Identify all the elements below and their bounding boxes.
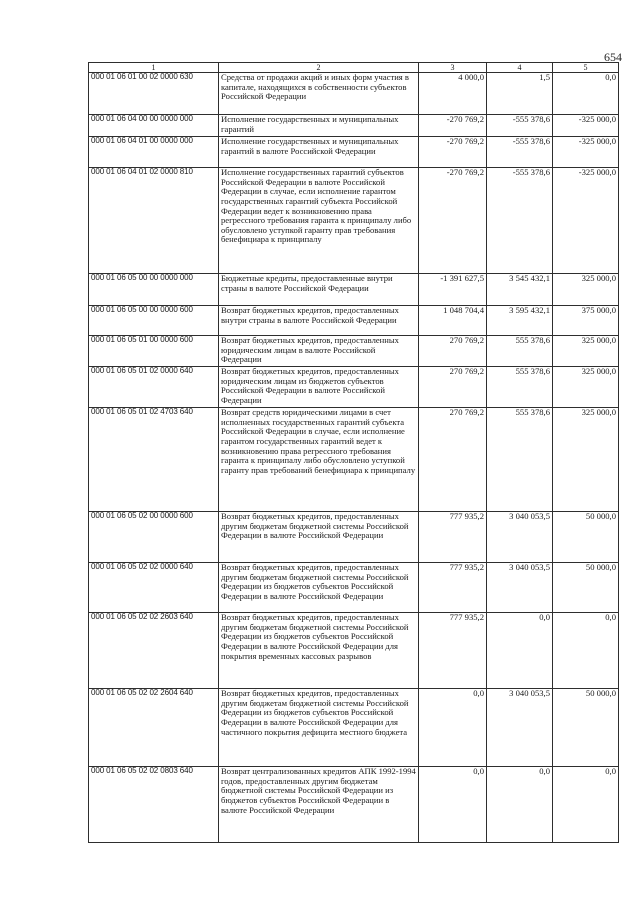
description-cell: Возврат средств юридическими лицами в счет исполненных государственных гарантий субъекта Российской Федерации в случае, если исполнение гарантом государственных гарантий ведет к возникновению права регрессного требования гаранта к принципалу либо обусловлено уступкой гаранту прав требований бенефициара к принципалу — [219, 408, 419, 512]
value-col3-cell: -270 769,2 — [419, 168, 487, 274]
value-col4-cell: 3 040 053,5 — [487, 563, 553, 613]
value-col4-cell: 3 040 053,5 — [487, 689, 553, 767]
description-cell: Исполнение государственных и муниципальных гарантий в валюте Российской Федерации — [219, 137, 419, 168]
description-cell: Возврат бюджетных кредитов, предоставленных другим бюджетам бюджетной системы Российской Федерации в валюте Российской Федерации — [219, 512, 419, 563]
page-number: 654 — [604, 50, 622, 64]
table-row — [89, 115, 619, 137]
table-row — [89, 689, 619, 767]
value-col5-cell: 325 000,0 — [553, 274, 619, 306]
value-col3-cell: 777 935,2 — [419, 512, 487, 563]
value-col5-cell: 50 000,0 — [553, 689, 619, 767]
description-cell: Возврат бюджетных кредитов, предоставленных юридическим лицам из бюджетов субъектов Российской Федерации в валюте Российской Федерации — [219, 367, 419, 408]
budget-code-cell: 000 01 06 05 00 00 0000 000 — [89, 274, 219, 306]
value-col5-cell: -325 000,0 — [553, 168, 619, 274]
column-header-5: 5 — [553, 63, 619, 73]
value-col4-cell: 555 378,6 — [487, 408, 553, 512]
value-col3-cell: 0,0 — [419, 689, 487, 767]
budget-code-cell: 000 01 06 05 02 02 2604 640 — [89, 689, 219, 767]
budget-code-cell: 000 01 06 04 01 02 0000 810 — [89, 168, 219, 274]
description-cell: Возврат бюджетных кредитов, предоставленных юридическим лицам в валюте Российской Федерации — [219, 336, 419, 367]
description-cell: Бюджетные кредиты, предоставленные внутри страны в валюте Российской Федерации — [219, 274, 419, 306]
value-col3-cell: 270 769,2 — [419, 336, 487, 367]
value-col4-cell: -555 378,6 — [487, 115, 553, 137]
value-col4-cell: 3 545 432,1 — [487, 274, 553, 306]
description-cell: Возврат централизованных кредитов АПК 1992-1994 годов, предоставленных другим бюджетам бюджетной системы Российской Федерации из бюджетов субъектов Российской Федерации в валюте Российской Федерации — [219, 767, 419, 843]
budget-code-cell: 000 01 06 05 00 00 0000 600 — [89, 306, 219, 336]
description-cell: Возврат бюджетных кредитов, предоставленных другим бюджетам бюджетной системы Российской Федерации из бюджетов субъектов Российской Федерации в валюте Российской Федерации для частичного покрытия дефицита местного бюджета — [219, 689, 419, 767]
value-col5-cell: 325 000,0 — [553, 367, 619, 408]
description-cell: Исполнение государственных гарантий субъектов Российской Федерации в валюте Российской Федерации в случае, если исполнение гарантом государственных гарантий субъекта Российской Федерации ведет к возникновению права регрессного требования гаранта к принципалу либо обусловлено уступкой гаранту прав требования бенефициара к принципалу — [219, 168, 419, 274]
table-row — [89, 137, 619, 168]
table-row — [89, 767, 619, 843]
value-col3-cell: -270 769,2 — [419, 137, 487, 168]
description-cell: Возврат бюджетных кредитов, предоставленных другим бюджетам бюджетной системы Российской Федерации из бюджетов субъектов Российской Федерации в валюте Российской Федерации для покрытия временных кассовых разрывов — [219, 613, 419, 689]
value-col4-cell: -555 378,6 — [487, 137, 553, 168]
value-col4-cell: 0,0 — [487, 613, 553, 689]
table-row — [89, 512, 619, 563]
column-header-3: 3 — [419, 63, 487, 73]
value-col4-cell: 555 378,6 — [487, 336, 553, 367]
budget-sources-table — [88, 62, 619, 843]
budget-code-cell: 000 01 06 05 02 00 0000 600 — [89, 512, 219, 563]
budget-code-cell: 000 01 06 05 01 02 4703 640 — [89, 408, 219, 512]
table-row — [89, 168, 619, 274]
budget-code-cell: 000 01 06 04 00 00 0000 000 — [89, 115, 219, 137]
value-col4-cell: 3 040 053,5 — [487, 512, 553, 563]
value-col5-cell: 375 000,0 — [553, 306, 619, 336]
value-col5-cell: 0,0 — [553, 767, 619, 843]
description-cell: Возврат бюджетных кредитов, предоставленных внутри страны в валюте Российской Федерации — [219, 306, 419, 336]
value-col4-cell: 0,0 — [487, 767, 553, 843]
value-col4-cell: 1,5 — [487, 73, 553, 115]
table-row — [89, 306, 619, 336]
value-col3-cell: 1 048 704,4 — [419, 306, 487, 336]
budget-code-cell: 000 01 06 04 01 00 0000 000 — [89, 137, 219, 168]
budget-code-cell: 000 01 06 05 01 02 0000 640 — [89, 367, 219, 408]
budget-code-cell: 000 01 06 05 02 02 0803 640 — [89, 767, 219, 843]
column-header-2: 2 — [219, 63, 419, 73]
value-col5-cell: 50 000,0 — [553, 563, 619, 613]
budget-code-cell: 000 01 06 05 02 02 0000 640 — [89, 563, 219, 613]
value-col5-cell: -325 000,0 — [553, 137, 619, 168]
value-col3-cell: 4 000,0 — [419, 73, 487, 115]
value-col5-cell: 0,0 — [553, 613, 619, 689]
value-col3-cell: -1 391 627,5 — [419, 274, 487, 306]
table-row — [89, 336, 619, 367]
table-row — [89, 367, 619, 408]
description-cell: Средства от продажи акций и иных форм участия в капитале, находящихся в собственности субъектов Российской Федерации — [219, 73, 419, 115]
table-row — [89, 408, 619, 512]
value-col5-cell: 325 000,0 — [553, 336, 619, 367]
value-col5-cell: 50 000,0 — [553, 512, 619, 563]
value-col4-cell: 555 378,6 — [487, 367, 553, 408]
value-col4-cell: -555 378,6 — [487, 168, 553, 274]
column-header-1: 1 — [89, 63, 219, 73]
header-row — [89, 63, 619, 73]
value-col4-cell: 3 595 432,1 — [487, 306, 553, 336]
budget-code-cell: 000 01 06 01 00 02 0000 630 — [89, 73, 219, 115]
value-col5-cell: -325 000,0 — [553, 115, 619, 137]
column-header-4: 4 — [487, 63, 553, 73]
table-row — [89, 73, 619, 115]
description-cell: Исполнение государственных и муниципальных гарантий — [219, 115, 419, 137]
table-row — [89, 613, 619, 689]
value-col3-cell: 270 769,2 — [419, 408, 487, 512]
budget-code-cell: 000 01 06 05 01 00 0000 600 — [89, 336, 219, 367]
table-row — [89, 563, 619, 613]
value-col3-cell: 777 935,2 — [419, 563, 487, 613]
budget-code-cell: 000 01 06 05 02 02 2603 640 — [89, 613, 219, 689]
value-col3-cell: 270 769,2 — [419, 367, 487, 408]
value-col3-cell: -270 769,2 — [419, 115, 487, 137]
table-row — [89, 274, 619, 306]
value-col5-cell: 325 000,0 — [553, 408, 619, 512]
description-cell: Возврат бюджетных кредитов, предоставленных другим бюджетам бюджетной системы Российской Федерации из бюджетов субъектов Российской Федерации в валюте Российской Федерации — [219, 563, 419, 613]
value-col3-cell: 0,0 — [419, 767, 487, 843]
value-col5-cell: 0,0 — [553, 73, 619, 115]
value-col3-cell: 777 935,2 — [419, 613, 487, 689]
